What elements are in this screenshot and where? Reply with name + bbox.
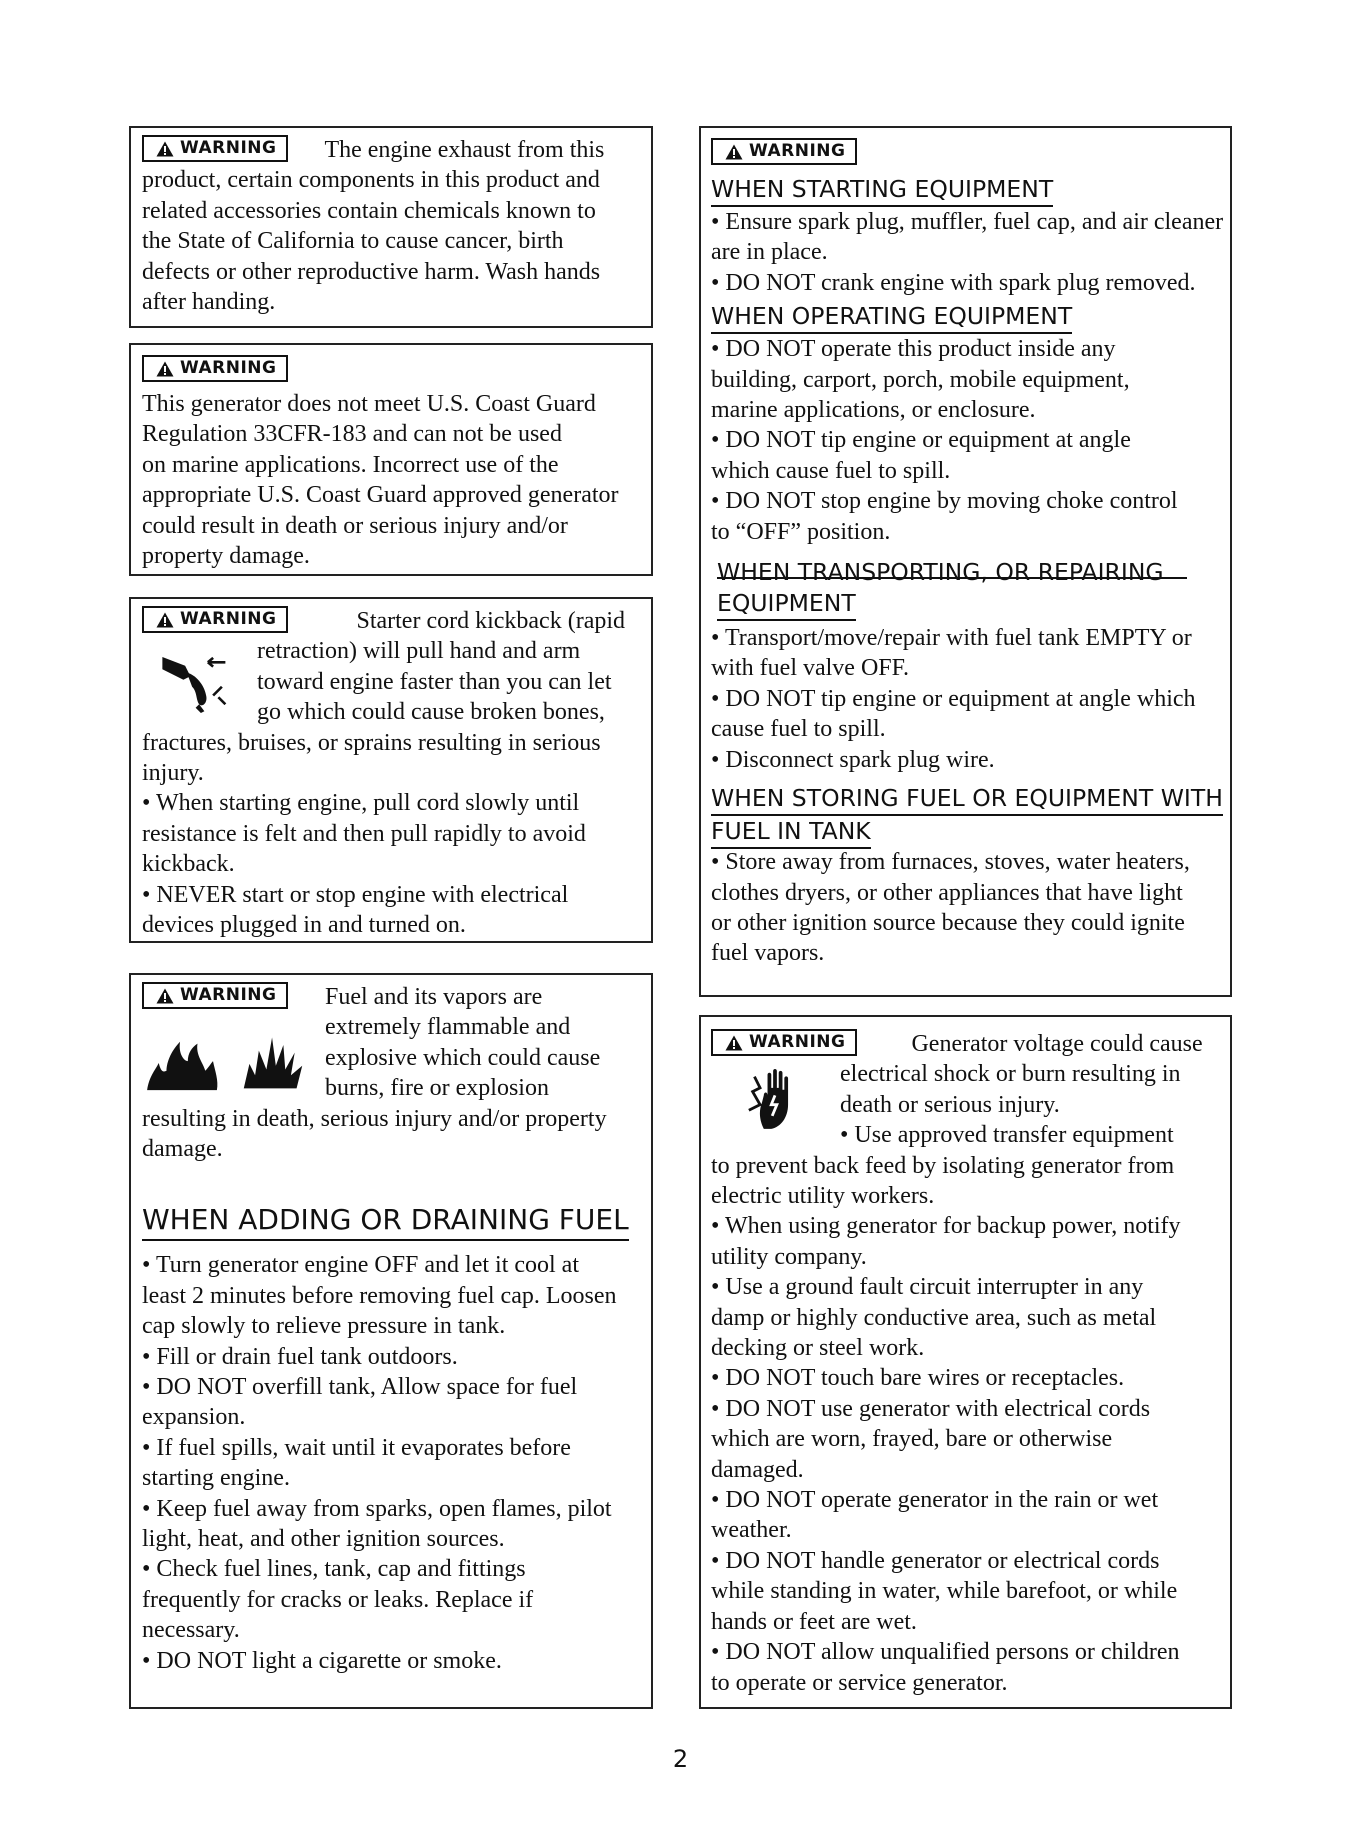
warning-triangle-icon — [156, 361, 174, 377]
warning-text-line: utility company. — [711, 1243, 867, 1270]
warning-text-line: damage. — [142, 1136, 223, 1162]
warning-text-line: damp or highly conductive area, such as metal — [711, 1304, 1157, 1331]
warning-text-line: Fuel and its vapors are — [325, 984, 543, 1010]
page-number: 2 — [672, 1745, 689, 1773]
warning-text-line: Regulation 33CFR-183 and can not be used — [142, 421, 562, 448]
warning-text-line: product, certain components in this product and — [142, 167, 600, 194]
warning-text-line: cap slowly to relieve pressure in tank. — [142, 1313, 506, 1340]
warning-text-line: to operate or service generator. — [711, 1669, 1008, 1696]
warning-text-line: after handing. — [142, 289, 276, 316]
warning-bullet: • When starting engine, pull cord slowly until — [142, 790, 580, 817]
warning-text-line: while standing in water, while barefoot, or while — [711, 1578, 1178, 1605]
warning-bullet: • DO NOT allow unqualified persons or children — [711, 1639, 1180, 1666]
warning-text-line: which cause fuel to spill. — [711, 457, 951, 484]
warning-lead-text: The engine exhaust from this — [324, 137, 605, 163]
warning-text-line: death or serious injury. — [840, 1091, 1060, 1118]
warning-text-line: to “OFF” position. — [711, 518, 891, 545]
warning-text-line: are in place. — [711, 239, 828, 266]
warning-text-line: could result in death or serious injury and/or — [142, 512, 568, 539]
warning-bullet: • DO NOT overfill tank, Allow space for fuel — [142, 1374, 578, 1401]
warning-text-line: fractures, bruises, or sprains resulting in serious — [142, 729, 601, 756]
warning-text-line: retraction) will pull hand and arm — [257, 638, 581, 665]
warning-text-line: toward engine faster than you can let — [257, 668, 612, 695]
warning-text-line: fuel vapors. — [711, 940, 825, 967]
warning-text-line: on marine applications. Incorrect use of the — [142, 451, 559, 478]
flame-icon — [142, 1032, 222, 1094]
warning-box-equipment — [699, 126, 1232, 997]
warning-bullet: • DO NOT operate this product inside any — [711, 336, 1116, 363]
warning-badge: WARNING — [142, 355, 288, 382]
warning-bullet: • Use a ground fault circuit interrupter in any — [711, 1274, 1144, 1301]
warning-text-line: to prevent back feed by isolating generator from — [711, 1152, 1175, 1179]
warning-text-line: extremely flammable and — [325, 1014, 571, 1041]
warning-text-line: explosive which could cause — [325, 1044, 601, 1071]
warning-text-line: resulting in death, serious injury and/or property — [142, 1105, 607, 1132]
warning-bullet: • DO NOT crank engine with spark plug removed. — [711, 269, 1196, 296]
warning-triangle-icon — [156, 612, 174, 628]
warning-text-line: frequently for cracks or leaks. Replace if — [142, 1586, 534, 1613]
warning-bullet: • DO NOT light a cigarette or smoke. — [142, 1647, 502, 1674]
warning-triangle-icon — [156, 141, 174, 157]
warning-text-line: go which could cause broken bones, — [257, 699, 605, 726]
warning-triangle-icon — [725, 144, 743, 160]
warning-text-line: weather. — [711, 1517, 792, 1544]
warning-box-prop65 — [129, 126, 653, 328]
warning-text-line: burns, fire or explosion — [325, 1075, 549, 1102]
warning-box-kickback — [129, 597, 653, 943]
warning-box-coast-guard — [129, 343, 653, 576]
warning-text-line: electrical shock or burn resulting in — [840, 1061, 1181, 1088]
warning-text-line: necessary. — [142, 1617, 240, 1644]
warning-text-line: defects or other reproductive harm. Wash hands — [142, 258, 601, 285]
warning-bullet: • If fuel spills, wait until it evaporates before — [142, 1434, 571, 1461]
warning-bullet: • NEVER start or stop engine with electrical — [142, 881, 569, 908]
kickback-hand-icon — [157, 650, 243, 720]
section-heading-storing-cont: FUEL IN TANK — [711, 816, 871, 849]
warning-bullet: • DO NOT use generator with electrical cords — [711, 1395, 1151, 1422]
warning-text-line: appropriate U.S. Coast Guard approved generator — [142, 482, 619, 509]
warning-text-line: starting engine. — [142, 1465, 290, 1492]
explosion-icon — [240, 1030, 306, 1094]
warning-badge: WARNING — [142, 135, 288, 162]
warning-text-line: building, carport, porch, mobile equipment, — [711, 366, 1130, 393]
warning-bullet: • DO NOT touch bare wires or receptacles. — [711, 1365, 1125, 1392]
warning-badge: WARNING — [711, 138, 857, 165]
warning-text-line: This generator does not meet U.S. Coast Guard — [142, 391, 596, 417]
section-heading-operating: WHEN OPERATING EQUIPMENT — [711, 301, 1072, 334]
warning-bullet: • Ensure spark plug, muffler, fuel cap, and air cleaner — [711, 209, 1224, 235]
warning-badge: WARNING — [142, 982, 288, 1009]
warning-bullet: • DO NOT tip engine or equipment at angle — [711, 427, 1131, 454]
section-heading-transporting: WHEN TRANSPORTING, OR REPAIRING — [717, 558, 1164, 587]
warning-triangle-icon — [725, 1035, 743, 1051]
warning-bullet: • Transport/move/repair with fuel tank EMPTY or — [711, 625, 1192, 652]
warning-lead-text: Generator voltage could cause — [911, 1031, 1203, 1057]
warning-lead-text: Starter cord kickback (rapid — [356, 608, 626, 634]
warning-text-line: kickback. — [142, 851, 235, 878]
warning-bullet: • Use approved transfer equipment — [840, 1122, 1174, 1149]
warning-text-line: decking or steel work. — [711, 1335, 925, 1362]
warning-text-line: injury. — [142, 760, 204, 787]
warning-text-line: the State of California to cause cancer, birth — [142, 228, 564, 255]
warning-bullet: • Fill or drain fuel tank outdoors. — [142, 1343, 458, 1370]
warning-bullet: • Turn generator engine OFF and let it cool at — [142, 1252, 580, 1279]
section-heading-adding-fuel: WHEN ADDING OR DRAINING FUEL — [142, 1202, 629, 1241]
electric-shock-hand-icon — [747, 1067, 803, 1133]
warning-text-line: hands or feet are wet. — [711, 1608, 917, 1635]
warning-text-line: light, heat, and other ignition sources. — [142, 1526, 505, 1553]
warning-text-line: least 2 minutes before removing fuel cap. Loosen — [142, 1282, 617, 1309]
warning-text-line: damaged. — [711, 1456, 804, 1483]
warning-bullet: • Store away from furnaces, stoves, water heaters, — [711, 849, 1190, 876]
warning-text-line: resistance is felt and then pull rapidly to avoid — [142, 820, 586, 847]
warning-box-fuel — [129, 973, 653, 1709]
section-heading-starting: WHEN STARTING EQUIPMENT — [711, 174, 1053, 207]
warning-bullet: • Keep fuel away from sparks, open flames, pilot — [142, 1495, 612, 1522]
warning-bullet: • Disconnect spark plug wire. — [711, 746, 995, 773]
warning-text-line: with fuel valve OFF. — [711, 655, 910, 682]
warning-bullet: • DO NOT stop engine by moving choke control — [711, 488, 1178, 515]
warning-text-line: which are worn, frayed, bare or otherwise — [711, 1426, 1113, 1453]
warning-text-line: devices plugged in and turned on. — [142, 912, 466, 939]
warning-text-line: cause fuel to spill. — [711, 716, 886, 743]
warning-box-electrical — [699, 1015, 1232, 1709]
warning-text-line: related accessories contain chemicals known to — [142, 197, 596, 224]
warning-bullet: • When using generator for backup power, notify — [711, 1213, 1181, 1240]
warning-bullet: • DO NOT handle generator or electrical cords — [711, 1547, 1160, 1574]
warning-text-line: property damage. — [142, 543, 310, 570]
warning-text-line: electric utility workers. — [711, 1183, 935, 1210]
warning-triangle-icon — [156, 988, 174, 1004]
warning-bullet: • Check fuel lines, tank, cap and fittings — [142, 1556, 526, 1583]
section-heading-transporting-cont: EQUIPMENT — [717, 588, 856, 621]
warning-text-line: expansion. — [142, 1404, 246, 1431]
warning-bullet: • DO NOT operate generator in the rain or wet — [711, 1487, 1159, 1514]
warning-badge: WARNING — [711, 1029, 857, 1056]
warning-text-line: or other ignition source because they could ignite — [711, 909, 1185, 936]
warning-bullet: • DO NOT tip engine or equipment at angle which — [711, 685, 1196, 712]
warning-text-line: clothes dryers, or other appliances that have light — [711, 879, 1183, 906]
warning-badge: WARNING — [142, 606, 288, 633]
warning-text-line: marine applications, or enclosure. — [711, 397, 1036, 424]
section-heading-storing: WHEN STORING FUEL OR EQUIPMENT WITH — [711, 783, 1223, 816]
